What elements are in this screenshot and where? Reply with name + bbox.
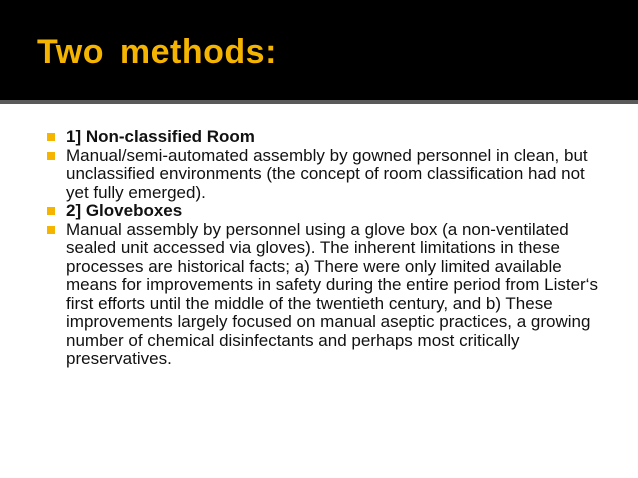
bullet-list <box>47 128 612 369</box>
slide-title: Two methods: <box>37 33 277 71</box>
bullet-text: 2] Gloveboxes <box>66 201 183 220</box>
bullet-text: 1] Non-classified Room <box>66 127 255 146</box>
bullet-item-manual-assembly <box>47 147 612 203</box>
square-bullet-icon <box>47 207 55 215</box>
bullet-item-gloveboxes <box>47 202 612 221</box>
bullet-text: Manual/semi-automated assembly by gowned personnel in clean, but unclassified environments (the concept of room classification had not yet fully emerged). <box>66 145 588 202</box>
bullet-item-glove-box-assembly <box>47 221 612 369</box>
square-bullet-icon <box>47 133 55 141</box>
title-divider <box>0 100 638 104</box>
bullet-text: Manual assembly by personnel using a glove box (a non-ventilated sealed unit accessed via gloves). The inherent limitations in these processes are historical facts; a) There were only limited available means for improvements in safety during the entire period from Lister‘s first efforts until the middle of the twentieth century, and b) These improvements largely focused on manual aseptic practices, a growing number of chemical disinfectants and perhaps most critically preservatives. <box>66 219 598 368</box>
bullet-item-non-classified-room <box>47 128 612 147</box>
square-bullet-icon <box>47 226 55 234</box>
square-bullet-icon <box>47 152 55 160</box>
